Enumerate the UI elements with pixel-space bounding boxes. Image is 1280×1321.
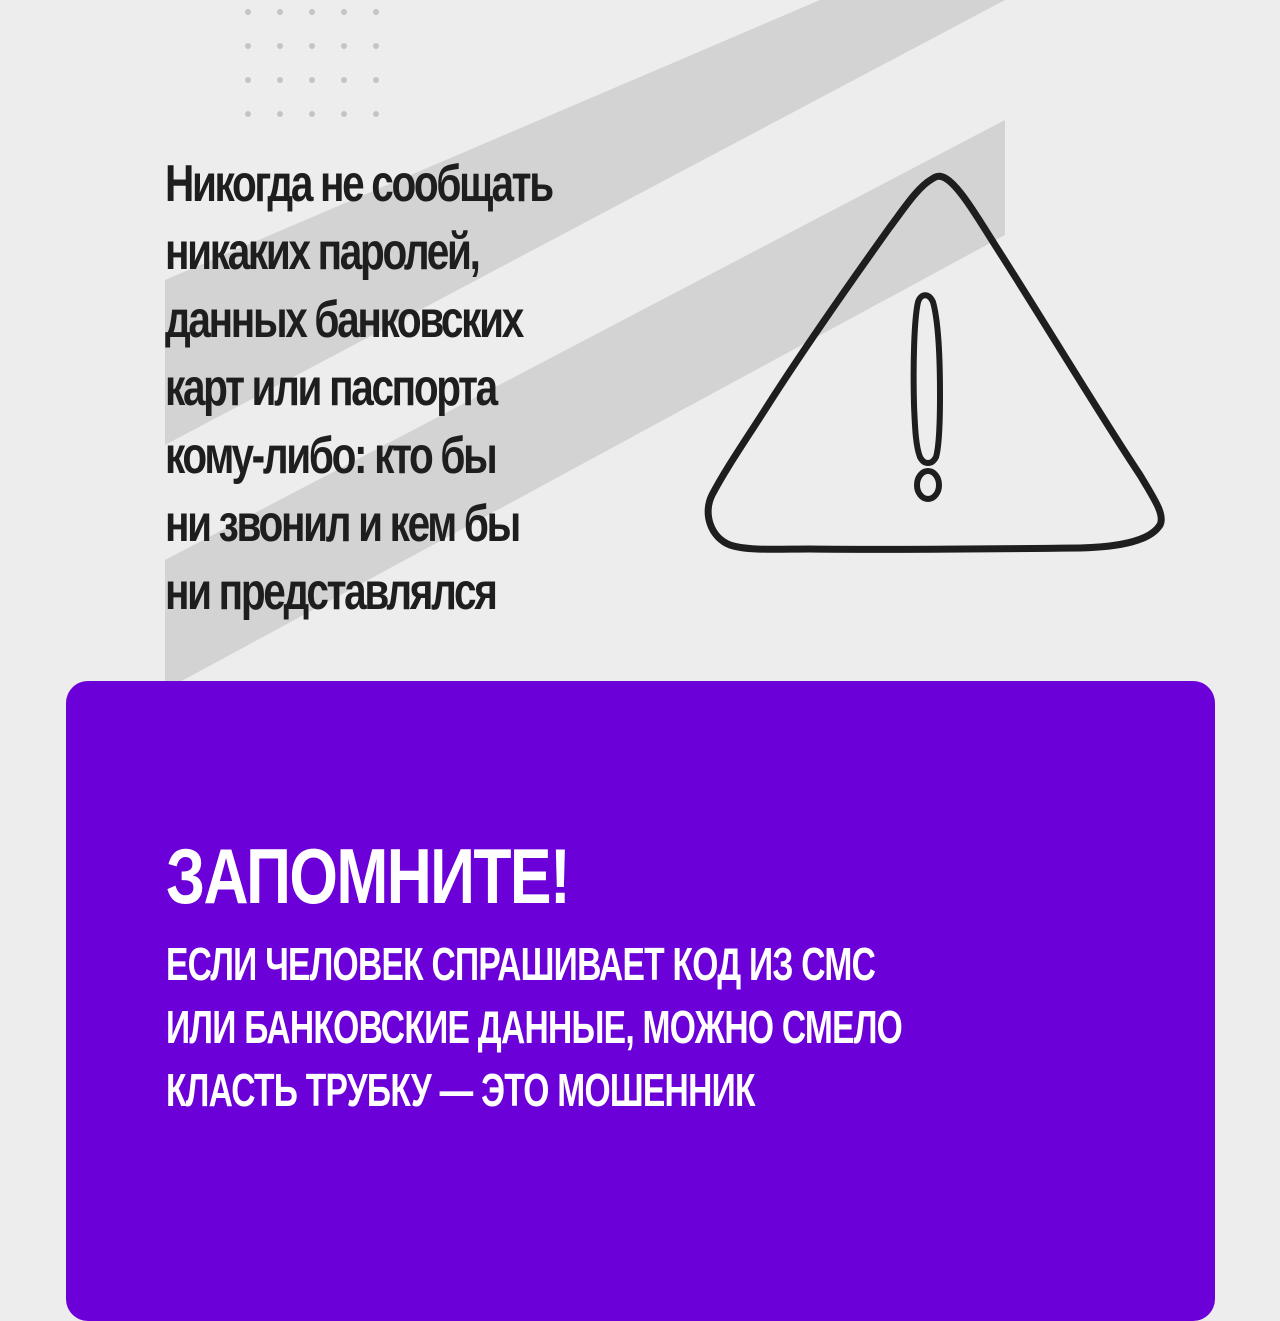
notice-line: ЕСЛИ ЧЕЛОВЕК СПРАШИВАЕТ КОД ИЗ СМС — [166, 938, 876, 990]
notice-line: КЛАСТЬ ТРУБКУ — ЭТО МОШЕННИК — [166, 1064, 755, 1116]
tip-line: ни представлялся — [165, 563, 496, 621]
tip-line: ни звонил и кем бы — [165, 495, 519, 553]
tip-line: никаких паролей, — [165, 223, 479, 281]
notice-title: ЗАПОМНИТЕ! — [166, 832, 570, 920]
notice-body — [166, 933, 902, 1122]
tip-text — [165, 150, 633, 626]
tip-line: Никогда не сообщать — [165, 155, 552, 213]
tip-line: данных банковских — [165, 291, 522, 349]
dot-pattern — [0, 0, 420, 140]
warning-triangle-icon — [700, 165, 1170, 560]
notice-line: ИЛИ БАНКОВСКИЕ ДАННЫЕ, МОЖНО СМЕЛО — [166, 1001, 903, 1053]
notice-card — [66, 681, 1215, 1321]
tip-line: карт или паспорта — [165, 359, 496, 417]
tip-line: кому-либо: кто бы — [165, 427, 496, 485]
